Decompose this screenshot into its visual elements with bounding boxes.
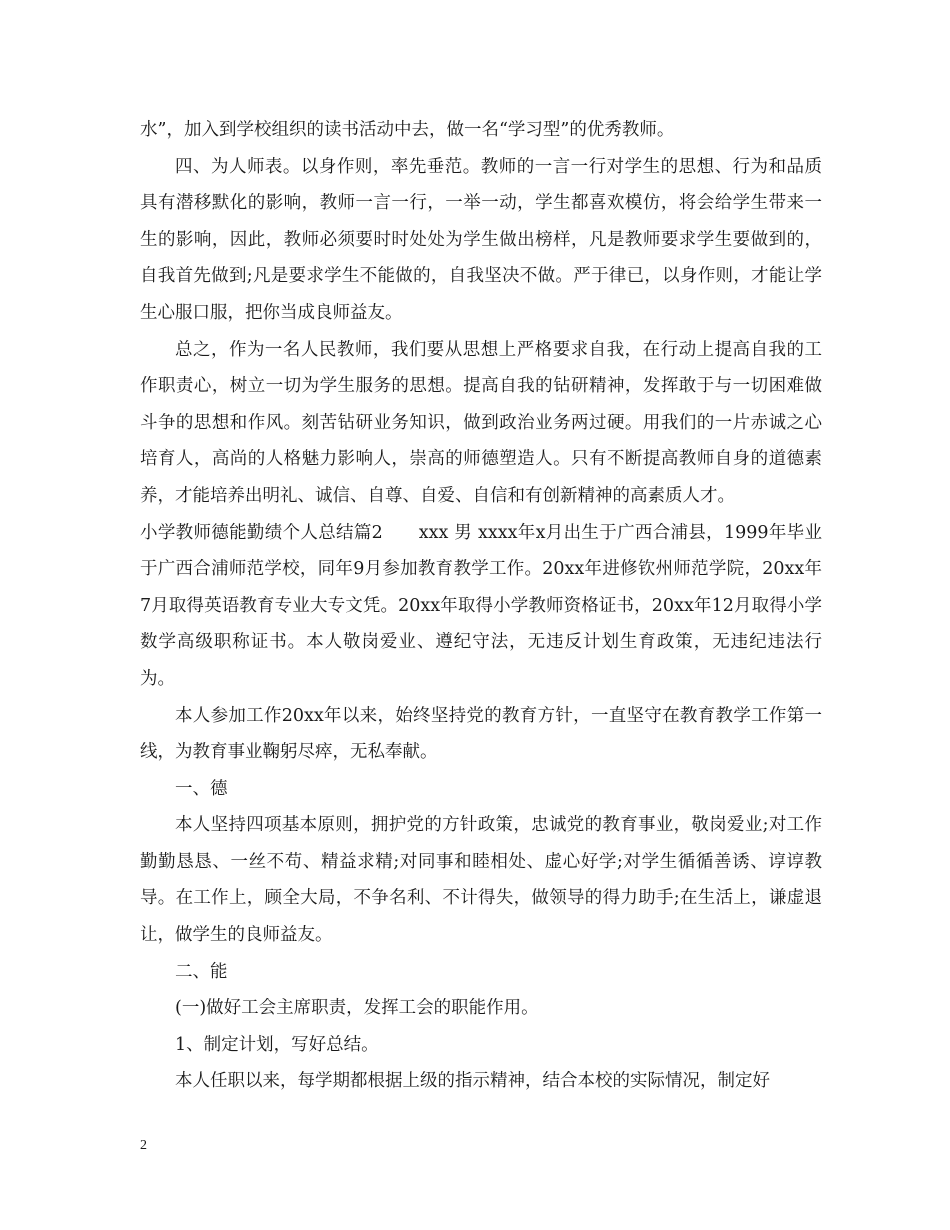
page-number: 2 [140, 1138, 147, 1153]
section-heading: 一、德 [175, 778, 228, 799]
paragraph: 本人坚持四项基本原则，拥护党的方针政策，忠诚党的教育事业，敬岗爱业;对工作勤勤恳恳、一丝不苟、精益求精;对同事和睦相处、虚心好学;对学生循循善诱、谆谆教导。在工作上，顾全大局，不争名利、不计得失，做领导的得力助手;在生活上，谦虚退让，做学生的良师益友。 [140, 815, 822, 946]
subsection-heading: 1、制定计划，写好总结。 [175, 1034, 379, 1055]
section-heading: 二、能 [175, 961, 228, 982]
paragraph: 水”，加入到学校组织的读书活动中去，做一名“学习型”的优秀教师。 [140, 120, 675, 140]
paragraph: 本人参加工作20xx年以来，始终坚持党的教育方针，一直坚守在教育教学工作第一线，为教育事业鞠躬尽瘁，无私奉献。 [140, 705, 822, 763]
paragraph: 小学教师德能勤绩个人总结篇2 xxx 男 xxxx年x月出生于广西合浦县，1999年毕业于广西合浦师范学校，同年9月参加教育教学工作。20xx年进修钦州师范学院，20xx年7月取得英语教育专业大专文凭。20xx年取得小学教师资格证书，20xx年12月取得小学数学高级职称证书。本人敬岗爱业、遵纪守法，无违反计划生育政策，无违纪违法行为。 [140, 522, 822, 689]
document-body [140, 112, 822, 1100]
subsection-heading: (一)做好工会主席职责，发挥工会的职能作用。 [175, 998, 539, 1019]
paragraph: 总之，作为一名人民教师，我们要从思想上严格要求自我，在行动上提高自我的工作职责心，树立一切为学生服务的思想。提高自我的钻研精神，发挥敢于与一切困难做斗争的思想和作风。刻苦钻研业务知识，做到政治业务两过硬。用我们的一片赤诚之心培育人，高尚的人格魅力影响人，崇高的师德塑造人。只有不断提高教师自身的道德素养，才能培养出明礼、诚信、自尊、自爱、自信和有创新精神的高素质人才。 [140, 339, 822, 506]
paragraph: 本人任职以来，每学期都根据上级的指示精神，结合本校的实际情况，制定好 [175, 1071, 770, 1092]
paragraph: 四、为人师表。以身作则，率先垂范。教师的一言一行对学生的思想、行为和品质具有潜移默化的影响，教师一言一行，一举一动，学生都喜欢模仿，将会给学生带来一生的影响，因此，教师必须要时时处处为学生做出榜样，凡是教师要求学生要做到的，自我首先做到;凡是要求学生不能做的，自我坚决不做。严于律已，以身作则，才能让学生心服口服，把你当成良师益友。 [140, 156, 822, 323]
